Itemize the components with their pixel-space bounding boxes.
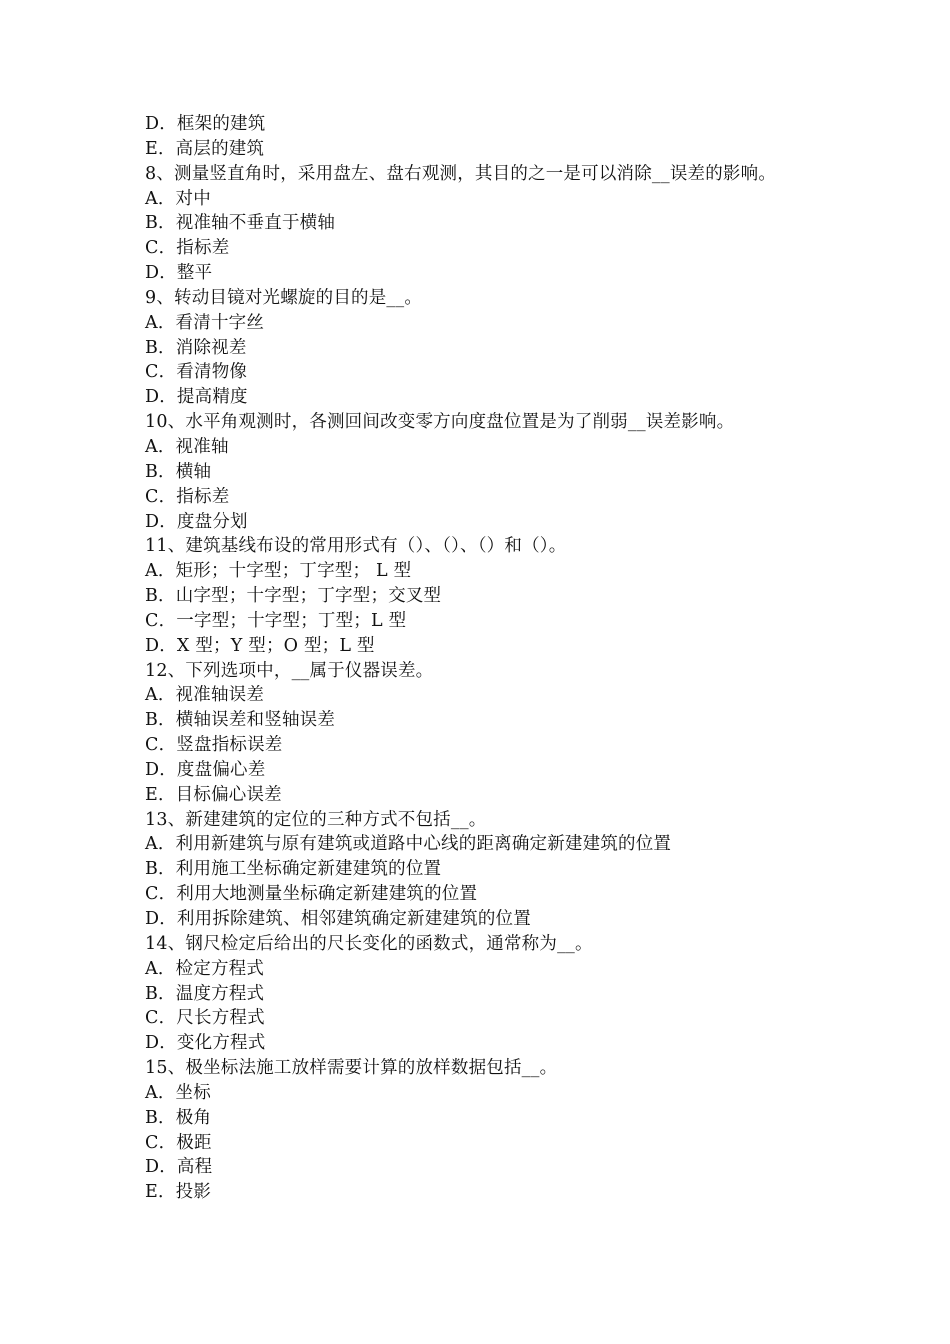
option-e: E．投影 <box>145 1182 212 1203</box>
option-d: D．整平 <box>145 263 213 284</box>
option-d: D．度盘偏心差 <box>145 759 266 780</box>
option-c: C．看清物像 <box>145 362 248 383</box>
option-a: A．视准轴误差 <box>145 685 265 706</box>
question-11: 11、建筑基线布设的常用形式有（）、（）、（）和（）。 <box>145 536 567 557</box>
option-b: B．极角 <box>145 1107 212 1128</box>
question-8: 8、测量竖直角时，采用盘左、盘右观测，其目的之一是可以消除__误差的影响。 <box>145 163 777 184</box>
option-d: D．提高精度 <box>145 387 248 408</box>
question-12: 12、下列选项中，__属于仪器误差。 <box>145 660 434 681</box>
option-c: C．利用大地测量坐标确定新建建筑的位置 <box>145 884 478 905</box>
option-d: D．X 型；Y 型；O 型；L 型 <box>145 635 375 656</box>
question-13: 13、新建建筑的定位的三种方式不包括__。 <box>145 809 487 830</box>
option-a: A．坐标 <box>145 1082 211 1103</box>
option-b: B．视准轴不垂直于横轴 <box>145 213 336 234</box>
option-c: C．尺长方程式 <box>145 1008 265 1029</box>
option-a: A．利用新建筑与原有建筑或道路中心线的距离确定新建建筑的位置 <box>145 834 672 855</box>
option-c: C．竖盘指标误差 <box>145 735 283 756</box>
option-a: A．对中 <box>145 188 211 209</box>
option-b: B．山字型；十字型；丁字型；交叉型 <box>145 586 442 607</box>
option-d: D．利用拆除建筑、相邻建筑确定新建建筑的位置 <box>145 909 531 929</box>
option-a: A．看清十字丝 <box>145 312 265 333</box>
option-b: B．横轴误差和竖轴误差 <box>145 710 336 731</box>
option-e: E．目标偏心误差 <box>145 784 282 805</box>
exam-questions <box>145 112 845 1205</box>
option-b: B．消除视差 <box>145 337 247 358</box>
option-b: B．横轴 <box>145 461 212 482</box>
option-c: C．一字型；十字型；丁型；L 型 <box>145 610 407 631</box>
option-d: D．高程 <box>145 1157 213 1178</box>
option-a: A．视准轴 <box>145 436 229 457</box>
option-e: E．高层的建筑 <box>145 138 265 159</box>
question-15: 15、极坐标法施工放样需要计算的放样数据包括__。 <box>145 1058 558 1079</box>
option-c: C．指标差 <box>145 486 230 507</box>
option-c: C．指标差 <box>145 238 230 259</box>
option-b: B．温度方程式 <box>145 983 265 1004</box>
question-14: 14、钢尺检定后给出的尺长变化的函数式，通常称为__。 <box>145 933 593 954</box>
option-d: D．变化方程式 <box>145 1033 266 1054</box>
question-9: 9、转动目镜对光螺旋的目的是__。 <box>145 287 423 308</box>
question-10: 10、水平角观测时，各测回间改变零方向度盘位置是为了削弱__误差影响。 <box>145 412 735 433</box>
option-a: A．检定方程式 <box>145 958 265 979</box>
option-a: A．矩形；十字型；丁字型； L 型 <box>145 561 412 582</box>
option-b: B．利用施工坐标确定新建建筑的位置 <box>145 859 442 880</box>
option-d: D．框架的建筑 <box>145 114 266 134</box>
option-d: D．度盘分划 <box>145 511 248 532</box>
option-c: C．极距 <box>145 1132 212 1153</box>
